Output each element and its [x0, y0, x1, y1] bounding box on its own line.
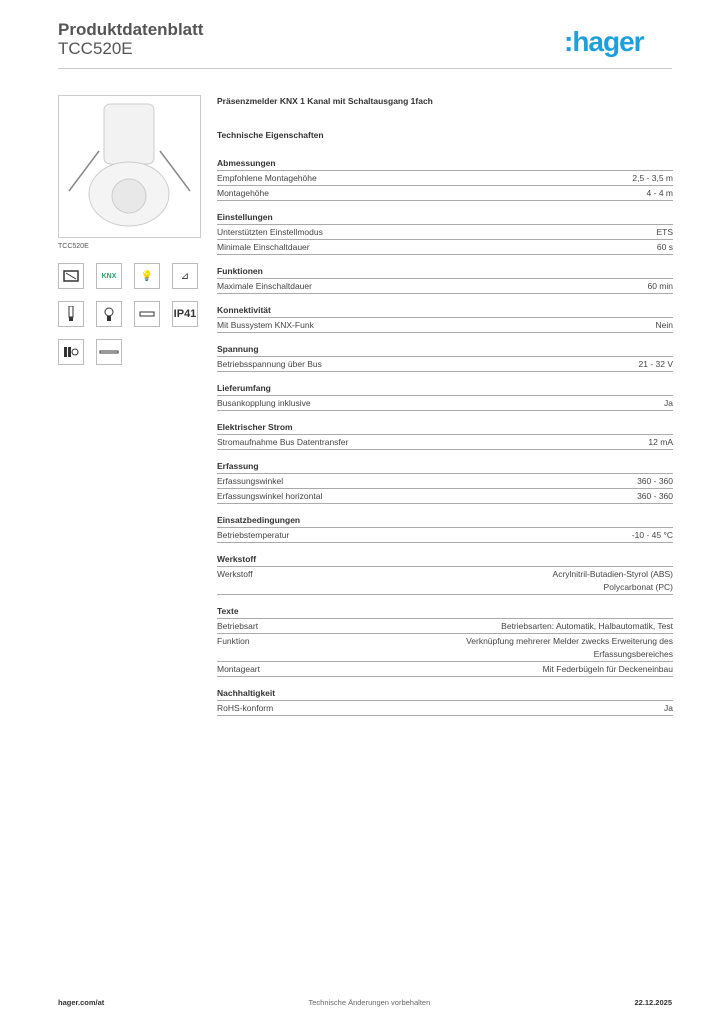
spec-section: [217, 156, 673, 201]
feature-icons: [58, 263, 198, 365]
knx-icon: KNX: [96, 263, 122, 289]
spec-row: [217, 186, 673, 201]
footer: [58, 998, 672, 1007]
spec-label: Minimale Einschaltdauer: [217, 242, 310, 252]
spec-label: Busankopplung inklusive: [217, 398, 311, 408]
section-title: Konnektivität: [217, 303, 673, 318]
spec-value: 21 - 32 V: [638, 359, 673, 369]
spec-row: [217, 225, 673, 240]
section-title: Elektrischer Strom: [217, 420, 673, 435]
tech-title: Technische Eigenschaften: [217, 130, 324, 140]
section-title: Texte: [217, 604, 673, 619]
spec-section: [217, 342, 673, 372]
section-title: Abmessungen: [217, 156, 673, 171]
spec-label: Betriebsart: [217, 621, 259, 631]
spec-row: [217, 662, 673, 677]
footer-website: hager.com/at: [58, 998, 105, 1007]
spec-row: [217, 279, 673, 294]
spec-label: Mit Bussystem KNX-Funk: [217, 320, 314, 330]
spec-row: [217, 567, 673, 595]
spec-row: [217, 171, 673, 186]
spec-label: Stromaufnahme Bus Datentransfer: [217, 437, 349, 447]
spec-label: Erfassungswinkel horizontal: [217, 491, 323, 501]
spec-row: [217, 634, 673, 662]
section-title: Einsatzbedingungen: [217, 513, 673, 528]
spec-label: Unterstützten Einstellmodus: [217, 227, 323, 237]
spec-row: [217, 474, 673, 489]
section-title: Einstellungen: [217, 210, 673, 225]
spec-value: Betriebsarten: Automatik, Halbautomatik, Test: [501, 621, 673, 631]
spec-label: Betriebstemperatur: [217, 530, 290, 540]
spec-label: Erfassungswinkel: [217, 476, 284, 486]
footer-date: 22.12.2025: [634, 998, 672, 1007]
spec-value: Verknüpfung mehrerer Melder zwecks Erweiterung des Erfassungsbereiches: [466, 636, 673, 659]
spec-row: [217, 701, 673, 716]
fluorescent-lamp-icon: [58, 301, 84, 327]
spec-value: 360 - 360: [637, 491, 673, 501]
spec-value: Acrylnitril-Butadien-Styrol (ABS) Polycarbonat (PC): [552, 569, 673, 592]
spec-row: [217, 435, 673, 450]
section-title: Lieferumfang: [217, 381, 673, 396]
spec-value: 2,5 - 3,5 m: [632, 173, 673, 183]
spec-section: [217, 303, 673, 333]
product-name: Präsenzmelder KNX 1 Kanal mit Schaltausgang 1fach: [217, 96, 433, 106]
tube-lamp-icon: [134, 301, 160, 327]
spec-section: [217, 459, 673, 504]
spec-label: Montageart: [217, 664, 260, 674]
section-title: Erfassung: [217, 459, 673, 474]
spec-section: [217, 381, 673, 411]
spec-value: Mit Federbügeln für Deckeneinbau: [542, 664, 673, 674]
spec-section: [217, 604, 673, 677]
spec-row: [217, 357, 673, 372]
motion-sensor-icon: ⊿: [172, 263, 198, 289]
spec-value: 4 - 4 m: [646, 188, 673, 198]
specifications: [217, 96, 673, 725]
section-title: Spannung: [217, 342, 673, 357]
ip41-icon: IP41: [172, 301, 198, 327]
spec-row: [217, 489, 673, 504]
spec-value: ETS: [656, 227, 673, 237]
document-title: Produktdatenblatt: [58, 20, 204, 39]
spec-label: Maximale Einschaltdauer: [217, 281, 312, 291]
spec-row: [217, 528, 673, 543]
spec-label: Empfohlene Montagehöhe: [217, 173, 317, 183]
spec-section: [217, 513, 673, 543]
section-title: Funktionen: [217, 264, 673, 279]
spec-row: [217, 619, 673, 634]
product-code: TCC520E: [58, 39, 133, 58]
spec-row: [217, 240, 673, 255]
image-caption: TCC520E: [58, 243, 89, 250]
spec-value: 60 min: [647, 281, 673, 291]
spec-row: [217, 318, 673, 333]
spec-value: Ja: [664, 398, 673, 408]
transformer-icon: [58, 339, 84, 365]
spec-value: 12 mA: [648, 437, 673, 447]
spec-section: [217, 552, 673, 595]
spec-label: Werkstoff: [217, 569, 253, 579]
section-title: Werkstoff: [217, 552, 673, 567]
spec-value: 360 - 360: [637, 476, 673, 486]
header-divider: [58, 68, 672, 69]
spec-section: [217, 264, 673, 294]
spec-section: [217, 686, 673, 716]
spec-row: [217, 396, 673, 411]
spec-section: [217, 210, 673, 255]
spec-label: Funktion: [217, 636, 250, 646]
product-image: [58, 95, 201, 238]
spec-label: RoHS-konform: [217, 703, 274, 713]
incandescent-icon: [96, 301, 122, 327]
spec-value: Nein: [655, 320, 673, 330]
led-strip-icon: [96, 339, 122, 365]
spec-value: Ja: [664, 703, 673, 713]
spec-value: -10 - 45 °C: [631, 530, 673, 540]
footer-note: Technische Änderungen vorbehalten: [308, 998, 431, 1007]
spec-value: 60 s: [656, 242, 673, 252]
spec-label: Montagehöhe: [217, 188, 269, 198]
spec-label: Betriebsspannung über Bus: [217, 359, 322, 369]
surface-mount-icon: [58, 263, 84, 289]
spec-section: [217, 420, 673, 450]
hager-logo: :hager: [564, 26, 644, 57]
bulb-icon: 💡: [134, 263, 160, 289]
section-title: Nachhaltigkeit: [217, 686, 673, 701]
